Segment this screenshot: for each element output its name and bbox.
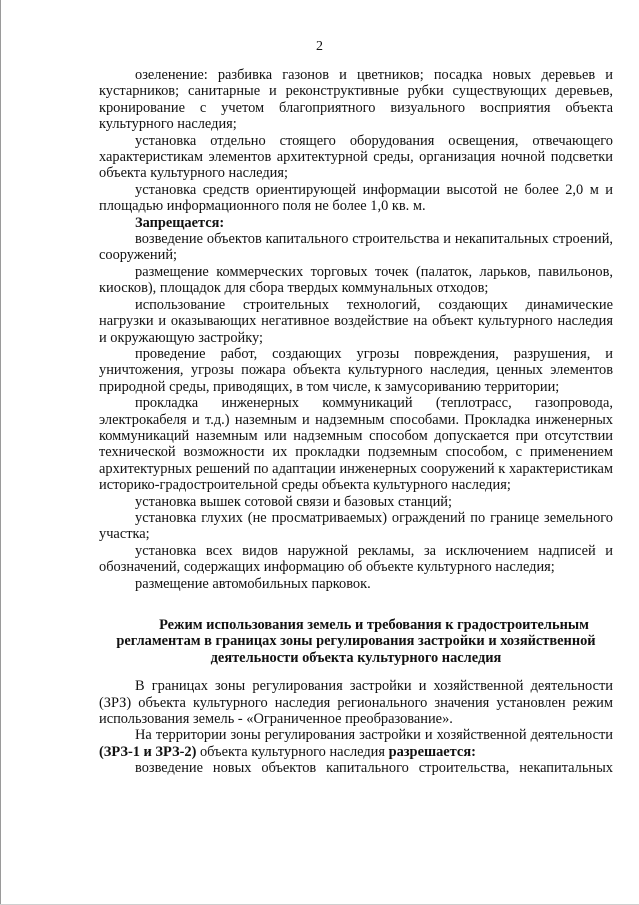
prohibited-label: Запрещается: bbox=[135, 214, 225, 231]
list-item-signage: установка средств ориентирующей информации высотой не более 2,0 м и площадью информационного поля не более 1,0 кв. м. bbox=[99, 181, 613, 215]
prohibited-item-parking: размещение автомобильных парковок. bbox=[135, 575, 371, 592]
page-number: 2 bbox=[316, 39, 323, 54]
list-item-lighting: установка отдельно стоящего оборудования освещения, отвечающего характеристикам элементов архитектурной среды, организация ночной подсветки объекта культурного наследия; bbox=[99, 132, 613, 182]
prohibited-item-construction: возведение объектов капитального строительства и некапитальных строений, сооружений; bbox=[99, 231, 613, 264]
prohibited-item-cell-towers: установка вышек сотовой связи и базовых станций; bbox=[135, 493, 452, 510]
permitted-label: разрешается: bbox=[388, 743, 476, 760]
prohibited-item-utilities: прокладка инженерных коммуникаций (теплотрасс, газопровода, электрокабеля и т.д.) наземным и надземным способами. Прокладка инженерных коммуникаций наземным или надземным способом допускается при отсутствии технической возможности их прокладки подземным способом, с применением архитектурных решений по адаптации инженерных сооружений к характеристикам историко-градостроительной среды объекта культурного наследия; bbox=[99, 395, 613, 494]
heading-spacer bbox=[99, 666, 613, 678]
page-left-edge bbox=[0, 0, 1, 905]
zrz-regime-paragraph: В границах зоны регулирования застройки и хозяйственной деятельности (ЗРЗ) объекта культурного наследия регионального значения установлен режим использования земель - «Ограниченное преобразование». bbox=[99, 678, 613, 728]
section-spacer bbox=[99, 592, 613, 617]
permitted-item-construction: возведение новых объектов капитального строительства, некапитальных bbox=[135, 760, 613, 777]
permitted-intro-paragraph bbox=[99, 727, 613, 760]
prohibited-item-technologies: использование строительных технологий, создающих динамические нагрузки и оказывающих негативное воздействие на объект культурного наследия и окружающую застройку; bbox=[99, 296, 613, 346]
permitted-intro-middle: объекта культурного наследия bbox=[196, 743, 389, 760]
prohibited-item-advertising: установка всех видов наружной рекламы, за исключением надписей и обозначений, содержащих информацию об объекте культурного наследия; bbox=[99, 542, 613, 576]
list-item-landscaping: озеленение: разбивка газонов и цветников; посадка новых деревьев и кустарников; санитарные и реконструктивные рубки существующих деревьев, кронирование с учетом благоприятного визуального восприятия объекта культурного наследия; bbox=[99, 67, 613, 133]
zone-codes: (ЗРЗ-1 и ЗРЗ-2) bbox=[99, 743, 197, 760]
prohibited-item-hazardous-works: проведение работ, создающих угрозы повреждения, разрушения, и уничтожения, угрозы пожара объекта культурного наследия, ценных элементов природной среды, приводящих, в том числе, к замусориванию территории; bbox=[99, 345, 613, 395]
document-body bbox=[99, 67, 613, 777]
prohibited-item-trade-points: размещение коммерческих торговых точек (палаток, ларьков, павильонов, киосков), площадок для сбора твердых коммунальных отходов; bbox=[99, 263, 613, 297]
section-heading: Режим использования земель и требования к градостроительным регламентам в границах зоны регулирования застройки и хозяйственной деятельности объекта культурного наследия bbox=[116, 617, 596, 666]
prohibited-item-fences: установка глухих (не просматриваемых) ограждений по границе земельного участка; bbox=[99, 509, 613, 543]
permitted-intro-text: На территории зоны регулирования застройки и хозяйственной деятельности bbox=[135, 727, 613, 744]
